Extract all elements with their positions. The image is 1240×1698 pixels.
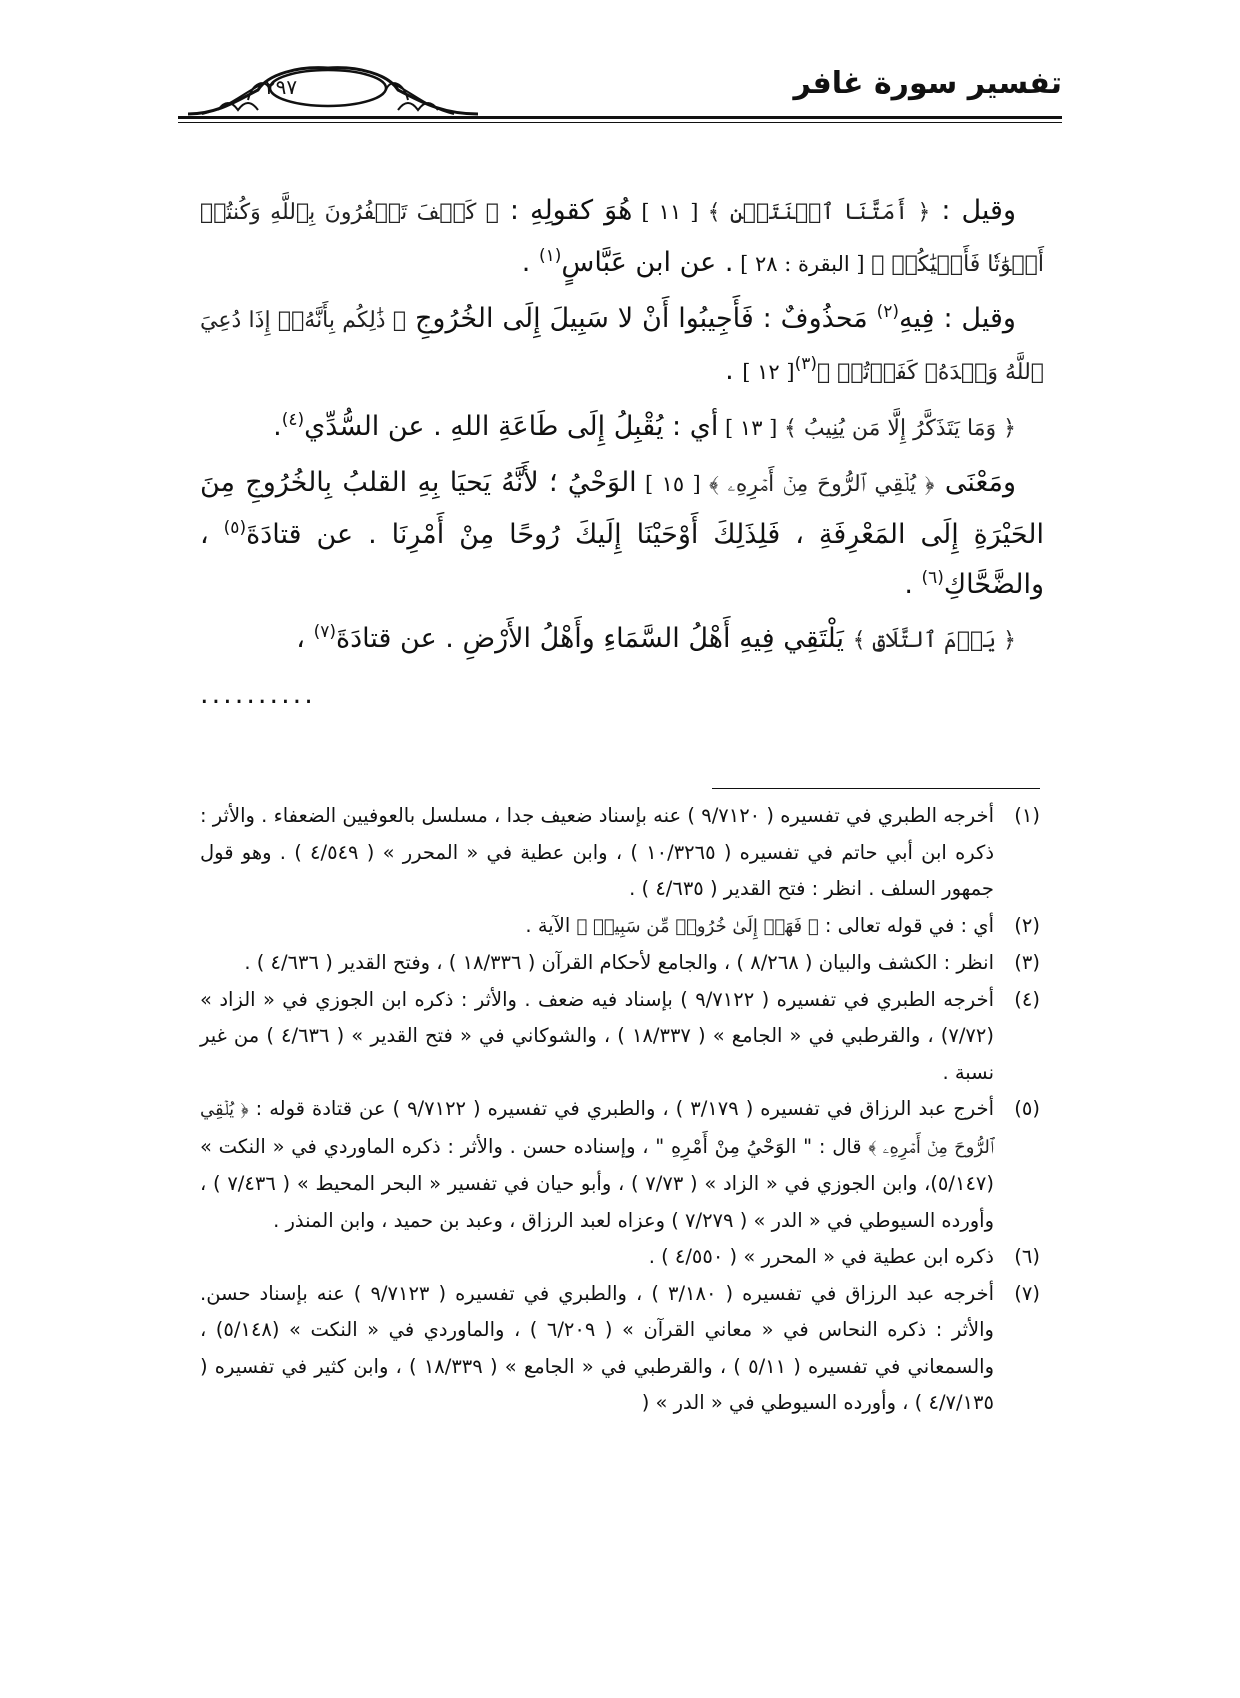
footnote-marker: (٤) xyxy=(281,410,305,430)
verse-ref: [ ١٣ ] xyxy=(718,416,785,440)
footnote-text: أخرجه الطبري في تفسيره ( ٩/٧١٢٢ ) بإسناد فيه ضعف . والأثر : ذكره ابن الجوزي في « الزاد » (٧/٧٢) ، والقرطبي في « الجامع » ( ١٨/٣٣٧ ) ، والشوكاني في « فتح القدير » ( ٤/٦٣٦ ) من غير نسبة . xyxy=(200,987,994,1084)
footnote-text: أخرجه عبد الرزاق في تفسيره ( ٣/١٨٠ ) ، والطبري في تفسيره ( ٩/٧١٢٣ ) عنه بإسناد حسن. والأثر : ذكره النحاس في « معاني القرآن » ( ٦/٢٠٩ ) ، والماوردي في « النكت » (٥/١٤٨) ، والسمعاني في تفسيره ( ٥/١١ ) ، والقرطبي في « الجامع » ( ١٨/٣٣٩ ) ، وابن كثير في تفسيره ( ٤/٧/١٣٥ ) ، وأورده السيوطي في « الدر » ( xyxy=(200,1281,995,1414)
p5-text: يَلْتَقِي فِيهِ أَهْلُ السَّمَاءِ وأَهْلُ الأَرْضِ . عن قتادَةَ xyxy=(336,623,853,654)
footnote-text: أخرجه الطبري في تفسيره ( ٩/٧١٢٠ ) عنه بإسناد ضعيف جدا ، مسلسل بالعوفيين الضعفاء . والأثر : ذكره ابن أبي حاتم في تفسيره ( ١٠/٣٢٦٥ ) ، وابن عطية في « المحرر » ( ٤/٥٤٩ ) . وهو قول جمهور السلف . انظر : فتح القدير ( ٤/٦٣٥ ) . xyxy=(200,804,995,900)
quran-quote: ﴿ وَمَا يَتَذَكَّرُ إِلَّا مَن يُنِيبُ ﴾ xyxy=(784,416,1016,441)
p2-mid: مَحذُوفٌ : فَأَجِيبُوا أَنْ لا سَبِيلَ إِلَى الخُرُوجِ xyxy=(406,303,877,334)
footnote-text: انظر : الكشف والبيان ( ٨/٢٦٨ ) ، والجامع لأحكام القرآن ( ١٨/٣٣٦ ) ، وفتح القدير ( ٤/٦٣٦ ) . xyxy=(244,951,994,974)
footnote-marker: (١) xyxy=(538,246,562,266)
header-rule xyxy=(178,116,1062,119)
p2-end: . xyxy=(725,355,743,386)
p4-text: الوَحْيُ ؛ لأَنَّهُ يَحيَا بِهِ القلبُ بِالخُرُوجِ مِنَ الحَيْرَةِ إِلَى المَعْرِفَةِ ، فَلِذَلِكَ أَوْحَيْنَا إِلَيكَ رُوحًا مِنْ أَمْرِنَا . عن قتادَةَ xyxy=(200,467,1044,550)
footnote-separator xyxy=(712,788,1040,789)
p1-mid: هُوَ كقولِهِ : xyxy=(498,195,633,226)
footnote-text: الآية . xyxy=(525,913,577,937)
p2-intro: وقيل : فِيهِ xyxy=(899,303,1016,334)
footnotes xyxy=(200,798,1040,1422)
page-header xyxy=(178,60,1062,126)
quran-quote: ﴿ أَمَتَّنَا ٱثۡنَتَيۡنِ ﴾ xyxy=(707,200,931,225)
p5-end: ، xyxy=(296,623,314,654)
p4-mid: ، والضَّحَّاكِ xyxy=(200,519,1044,600)
footnote-marker: (٥) xyxy=(223,518,247,538)
footnote-number: (١) xyxy=(1014,804,1040,827)
p1-intro: وقيل : xyxy=(930,195,1016,226)
paragraph-5 xyxy=(200,614,1044,666)
footnote-2 xyxy=(200,908,1040,946)
verse-ref: [ ١١ ] xyxy=(632,200,708,224)
paragraph-4 xyxy=(200,458,1044,610)
header-rule-thin xyxy=(178,122,1062,123)
footnote-4 xyxy=(200,982,1040,1092)
p3-text: أي : يُقْبِلُ إِلَى طَاعَةِ اللهِ . عن السُّدِّي xyxy=(304,411,719,442)
footnote-marker: (٧) xyxy=(313,622,337,642)
quran-quote: ﴿ يُلۡقِي ٱلرُّوحَ مِنۡ أَمۡرِهِۦ ﴾ xyxy=(200,1099,994,1158)
continuation-dots: .......... xyxy=(200,679,316,710)
verse-ref: [ ١٢ ] xyxy=(742,360,795,384)
footnote-text: ذكره ابن عطية في « المحرر » ( ٤/٥٥٠ ) . xyxy=(648,1245,994,1268)
quran-quote: ﴿ فَهَلۡ إِلَىٰ خُرُوجٖ مِّن سَبِيلٖ ﴾ xyxy=(576,915,819,937)
quran-quote: ﴿ يُلۡقِي ٱلرُّوحَ مِنۡ أَمۡرِهِۦ ﴾ xyxy=(709,472,935,497)
footnote-marker: (٦) xyxy=(921,568,944,588)
footnote-text: أخرج عبد الرزاق في تفسيره ( ٣/١٧٩ ) ، والطبري في تفسيره ( ٩/٧١٢٢ ) عن قتادة قوله : xyxy=(248,1097,995,1120)
paragraph-2 xyxy=(200,294,1044,398)
footnote-number: (٢) xyxy=(1014,913,1040,937)
quran-quote: ﴿ يَوۡمَ ٱلتَّلَاقِ ﴾ xyxy=(852,628,1016,653)
quran-quote: ﴿ ذَٰلِكُم بِأَنَّهُۥٓ إِذَا دُعِيَ ٱللَّهُ وَحۡدَهُۥ كَفَرۡتُمۡ ﴾ xyxy=(200,308,1044,385)
p1-tail: . عن ابن عَبَّاسٍ xyxy=(561,247,734,278)
footnote-text: أي : في قوله تعالى : xyxy=(818,913,994,937)
footnote-marker: (٢) xyxy=(876,302,900,322)
footnote-3 xyxy=(200,945,1040,982)
quran-quote: ﴿ كَيۡفَ تَكۡفُرُونَ بِٱللَّهِ وَكُنتُمۡ أَمۡوَٰتٗا فَأَحۡيَٰكُمۡ ﴾ xyxy=(200,200,1044,277)
footnote-number: (٥) xyxy=(1014,1097,1040,1120)
p1-end: . xyxy=(521,247,539,278)
verse-ref: [ ١٥ ] xyxy=(636,472,710,496)
footnote-5 xyxy=(200,1091,1040,1239)
footnote-number: (٦) xyxy=(1014,1245,1040,1268)
running-title: تفسير سورة غافر xyxy=(793,66,1062,101)
footnote-7 xyxy=(200,1276,1040,1422)
p4-end: . xyxy=(904,569,922,600)
footnote-6 xyxy=(200,1239,1040,1276)
paragraph-3 xyxy=(200,402,1044,454)
footnote-number: (٤) xyxy=(1014,987,1040,1011)
footnote-text: قال : " الوَحْيُ مِنْ أَمْرِهِ " ، وإسناده حسن . والأثر : ذكره الماوردي في « النكت » (٥/١٤٧)، وابن الجوزي في « الزاد » ( ٧/٧٣ ) ، وأبو حيان في تفسير « البحر المحيط » ( ٧/٤٣٦ ) ، وأورده السيوطي في « الدر » ( ٧/٢٧٩ ) وعزاه لعبد الرزاق ، وعبد بن حميد ، وابن المنذر . xyxy=(200,1134,994,1232)
p4-intro: ومَعْنَى xyxy=(934,467,1017,498)
p3-end: . xyxy=(273,411,282,442)
verse-ref: [ البقرة : ٢٨ ] xyxy=(733,252,872,276)
footnote-number: (٣) xyxy=(1014,951,1040,974)
main-text xyxy=(200,186,1044,724)
footnote-1 xyxy=(200,798,1040,908)
page-number: ٢٩٧ xyxy=(264,75,298,99)
paragraph-1 xyxy=(200,186,1044,290)
footnote-marker: (٣) xyxy=(794,354,817,374)
footnote-number: (٧) xyxy=(1014,1281,1040,1305)
